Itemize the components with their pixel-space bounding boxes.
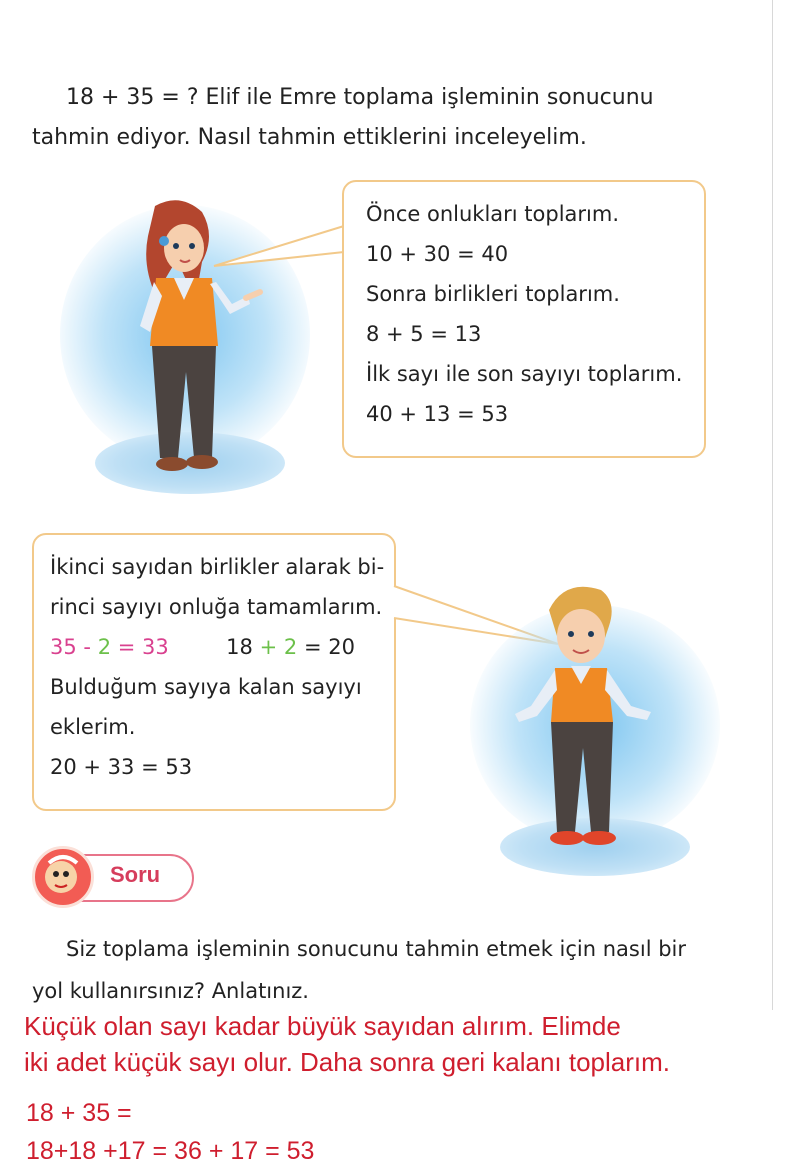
answer-paragraph: [24, 1008, 670, 1080]
emre-speech-bubble: [32, 533, 396, 811]
eq1-a: 35: [50, 635, 77, 659]
eq1-b: 2: [97, 635, 112, 659]
elif-bubble-tail: [212, 222, 346, 272]
eq1-op: -: [83, 635, 91, 659]
page-edge-line: [772, 0, 773, 1010]
elif-line-2: 10 + 30 = 40: [366, 242, 509, 266]
emre-line-1: İkinci sayıdan birlikler alarak bi-: [50, 555, 385, 579]
emre-line-2: rinci sayıyı onluğa tamamlarım.: [50, 595, 383, 619]
answer-math-line-1: 18 + 35 =: [26, 1099, 132, 1127]
emre-line-4: Bulduğum sayıya kalan sayıyı: [50, 675, 362, 699]
emre-boy-illustration: [505, 580, 665, 865]
eq2-b: 2: [283, 635, 298, 659]
intro-line-2: tahmin ediyor. Nasıl tahmin ettiklerini inceleyelim.: [32, 125, 587, 150]
elif-line-5: İlk sayı ile son sayıyı toplarım.: [366, 362, 683, 386]
answer-math: [26, 1094, 314, 1170]
elif-line-3: Sonra birlikleri toplarım.: [366, 282, 620, 306]
emre-equation-row: [50, 627, 376, 667]
eq1-eq: =: [117, 635, 136, 659]
eq1-result: 33: [142, 635, 169, 659]
answer-line-1: Küçük olan sayı kadar büyük sayıdan alırım. Elimde: [24, 1011, 621, 1041]
eq2-result: 20: [328, 635, 355, 659]
elif-speech-bubble: [342, 180, 706, 458]
question-line-1: Siz toplama işleminin sonucunu tahmin etmek için nasıl bir: [66, 937, 687, 961]
answer-line-2: iki adet küçük sayı olur. Daha sonra geri kalanı toplarım.: [24, 1047, 670, 1077]
elif-line-1: Önce onlukları toplarım.: [366, 202, 620, 226]
question-line-2: yol kullanırsınız? Anlatınız.: [32, 979, 309, 1003]
soru-mascot-icon: [32, 846, 94, 908]
elif-line-6: 40 + 13 = 53: [366, 402, 509, 426]
emre-line-5: eklerim.: [50, 715, 136, 739]
elif-line-4: 8 + 5 = 13: [366, 322, 482, 346]
intro-paragraph: [32, 78, 732, 158]
question-paragraph: [32, 928, 732, 1012]
eq2-op: +: [259, 635, 278, 659]
emre-line-6: 20 + 33 = 53: [50, 755, 193, 779]
soru-label: Soru: [110, 862, 161, 887]
eq2-a: 18: [226, 635, 253, 659]
eq2-eq: =: [303, 635, 322, 659]
answer-math-line-2: 18+18 +17 = 36 + 17 = 53: [26, 1137, 315, 1165]
intro-line-1: 18 + 35 = ? Elif ile Emre toplama işleminin sonucunu: [66, 85, 654, 110]
